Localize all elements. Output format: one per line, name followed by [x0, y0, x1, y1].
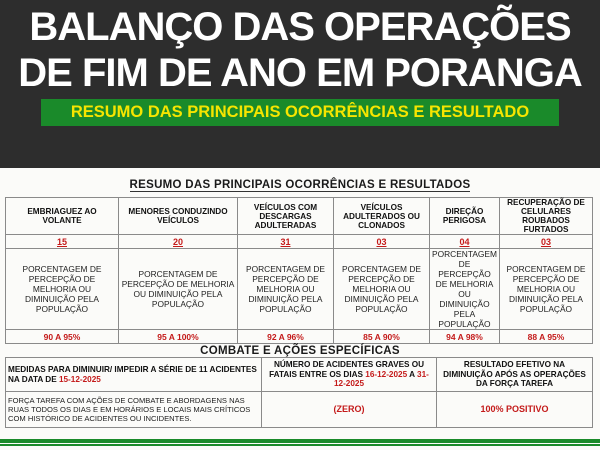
subtitle: RESUMO DAS PRINCIPAIS OCORRÊNCIAS E RESULTADO [70, 103, 530, 121]
section2-title: COMBATE E AÇÕES ESPECÍFICAS [200, 345, 400, 357]
description-row [6, 249, 593, 330]
percent-cell: 94 A 98% [430, 330, 500, 344]
description-cell: PORCENTAGEM DE PERCEPÇÃO DE MELHORIA OU DIMINUIÇÃO PELA POPULAÇÃO [119, 249, 238, 330]
accidents-date-end: 31-12-2025 [333, 369, 429, 389]
accidents-header-text: NÚMERO DE ACIDENTES GRAVES OU FATAIS ENTRE OS DIAS [269, 360, 425, 379]
percent-cell: 95 A 100% [119, 330, 238, 344]
measures-header [6, 358, 262, 392]
col-header: EMBRIAGUEZ AO VOLANTE [6, 198, 119, 235]
occurrences-table [5, 197, 593, 344]
col-header: DIREÇÃO PERIGOSA [430, 198, 500, 235]
footer-stripe [0, 439, 600, 443]
accidents-header-connector: A [409, 369, 415, 379]
actions-data-row [6, 392, 593, 428]
count-cell: 03 [334, 235, 430, 249]
percent-row [6, 330, 593, 344]
col-header: VEÍCULOS COM DESCARGAS ADULTERADAS [238, 198, 334, 235]
result-header: RESULTADO EFETIVO NA DIMINUIÇÃO APÓS AS OPERAÇÕES DA FORÇA TAREFA [437, 358, 593, 392]
section1-title [0, 179, 600, 191]
count-cell: 20 [119, 235, 238, 249]
subtitle-bar [41, 99, 559, 126]
count-cell: 31 [238, 235, 334, 249]
actions-header-row [6, 358, 593, 392]
title-line-1: BALANÇO DAS OPERAÇÕES [29, 5, 571, 49]
description-cell: PORCENTAGEM DE PERCEPÇÃO DE MELHORIA OU DIMINUIÇÃO PELA POPULAÇÃO [6, 249, 119, 330]
result-value: 100% POSITIVO [437, 392, 593, 428]
col-header: MENORES CONDUZINDO VEÍCULOS [119, 198, 238, 235]
col-header: VEÍCULOS ADULTERADOS OU CLONADOS [334, 198, 430, 235]
section1-title-text: RESUMO DAS PRINCIPAIS OCORRÊNCIAS E RESULTADOS [129, 179, 471, 191]
description-cell: PORCENTAGEM DE PERCEPÇÃO DE MELHORIA OU DIMINUIÇÃO PELA POPULAÇÃO [334, 249, 430, 330]
actions-table [5, 357, 593, 428]
accidents-header [262, 358, 437, 392]
accidents-date-start: 16-12-2025 [365, 369, 408, 379]
count-cell: 15 [6, 235, 119, 249]
description-cell: PORCENTAGEM DE PERCEPÇÃO DE MELHORIA OU DIMINUIÇÃO PELA POPULAÇÃO [238, 249, 334, 330]
measures-header-text: MEDIDAS PARA DIMINUIR/ IMPEDIR A SÉRIE DE 11 ACIDENTES NA DATA DE [8, 365, 257, 384]
measures-text: FORÇA TAREFA COM AÇÕES DE COMBATE E ABORDAGENS NAS RUAS TODOS OS DIAS E EM HORÁRIOS E LOCAIS MAIS CRÍTICOS COM HISTÓRICO DE ACIDENTES OU INCIDENTES. [6, 392, 262, 428]
header-banner [0, 0, 600, 168]
percent-cell: 92 A 96% [238, 330, 334, 344]
measures-date: 15-12-2025 [58, 374, 101, 384]
percent-cell: 88 A 95% [500, 330, 593, 344]
footer-stripe-thin [0, 444, 600, 446]
percent-cell: 90 A 95% [6, 330, 119, 344]
accidents-value: (ZERO) [262, 392, 437, 428]
description-cell: PORCENTAGEM DE PERCEPÇÃO DE MELHORIA OU DIMINUIÇÃO PELA POPULAÇÃO [430, 249, 500, 330]
count-cell: 04 [430, 235, 500, 249]
percent-cell: 85 A 90% [334, 330, 430, 344]
col-header: RECUPERAÇÃO DE CELULARES ROUBADOS FURTADOS [500, 198, 593, 235]
title-line-2: DE FIM DE ANO EM PORANGA [18, 51, 582, 95]
description-cell: PORCENTAGEM DE PERCEPÇÃO DE MELHORIA OU DIMINUIÇÃO PELA POPULAÇÃO [500, 249, 593, 330]
table-header-row [6, 198, 593, 235]
count-cell: 03 [500, 235, 593, 249]
count-row [6, 235, 593, 249]
